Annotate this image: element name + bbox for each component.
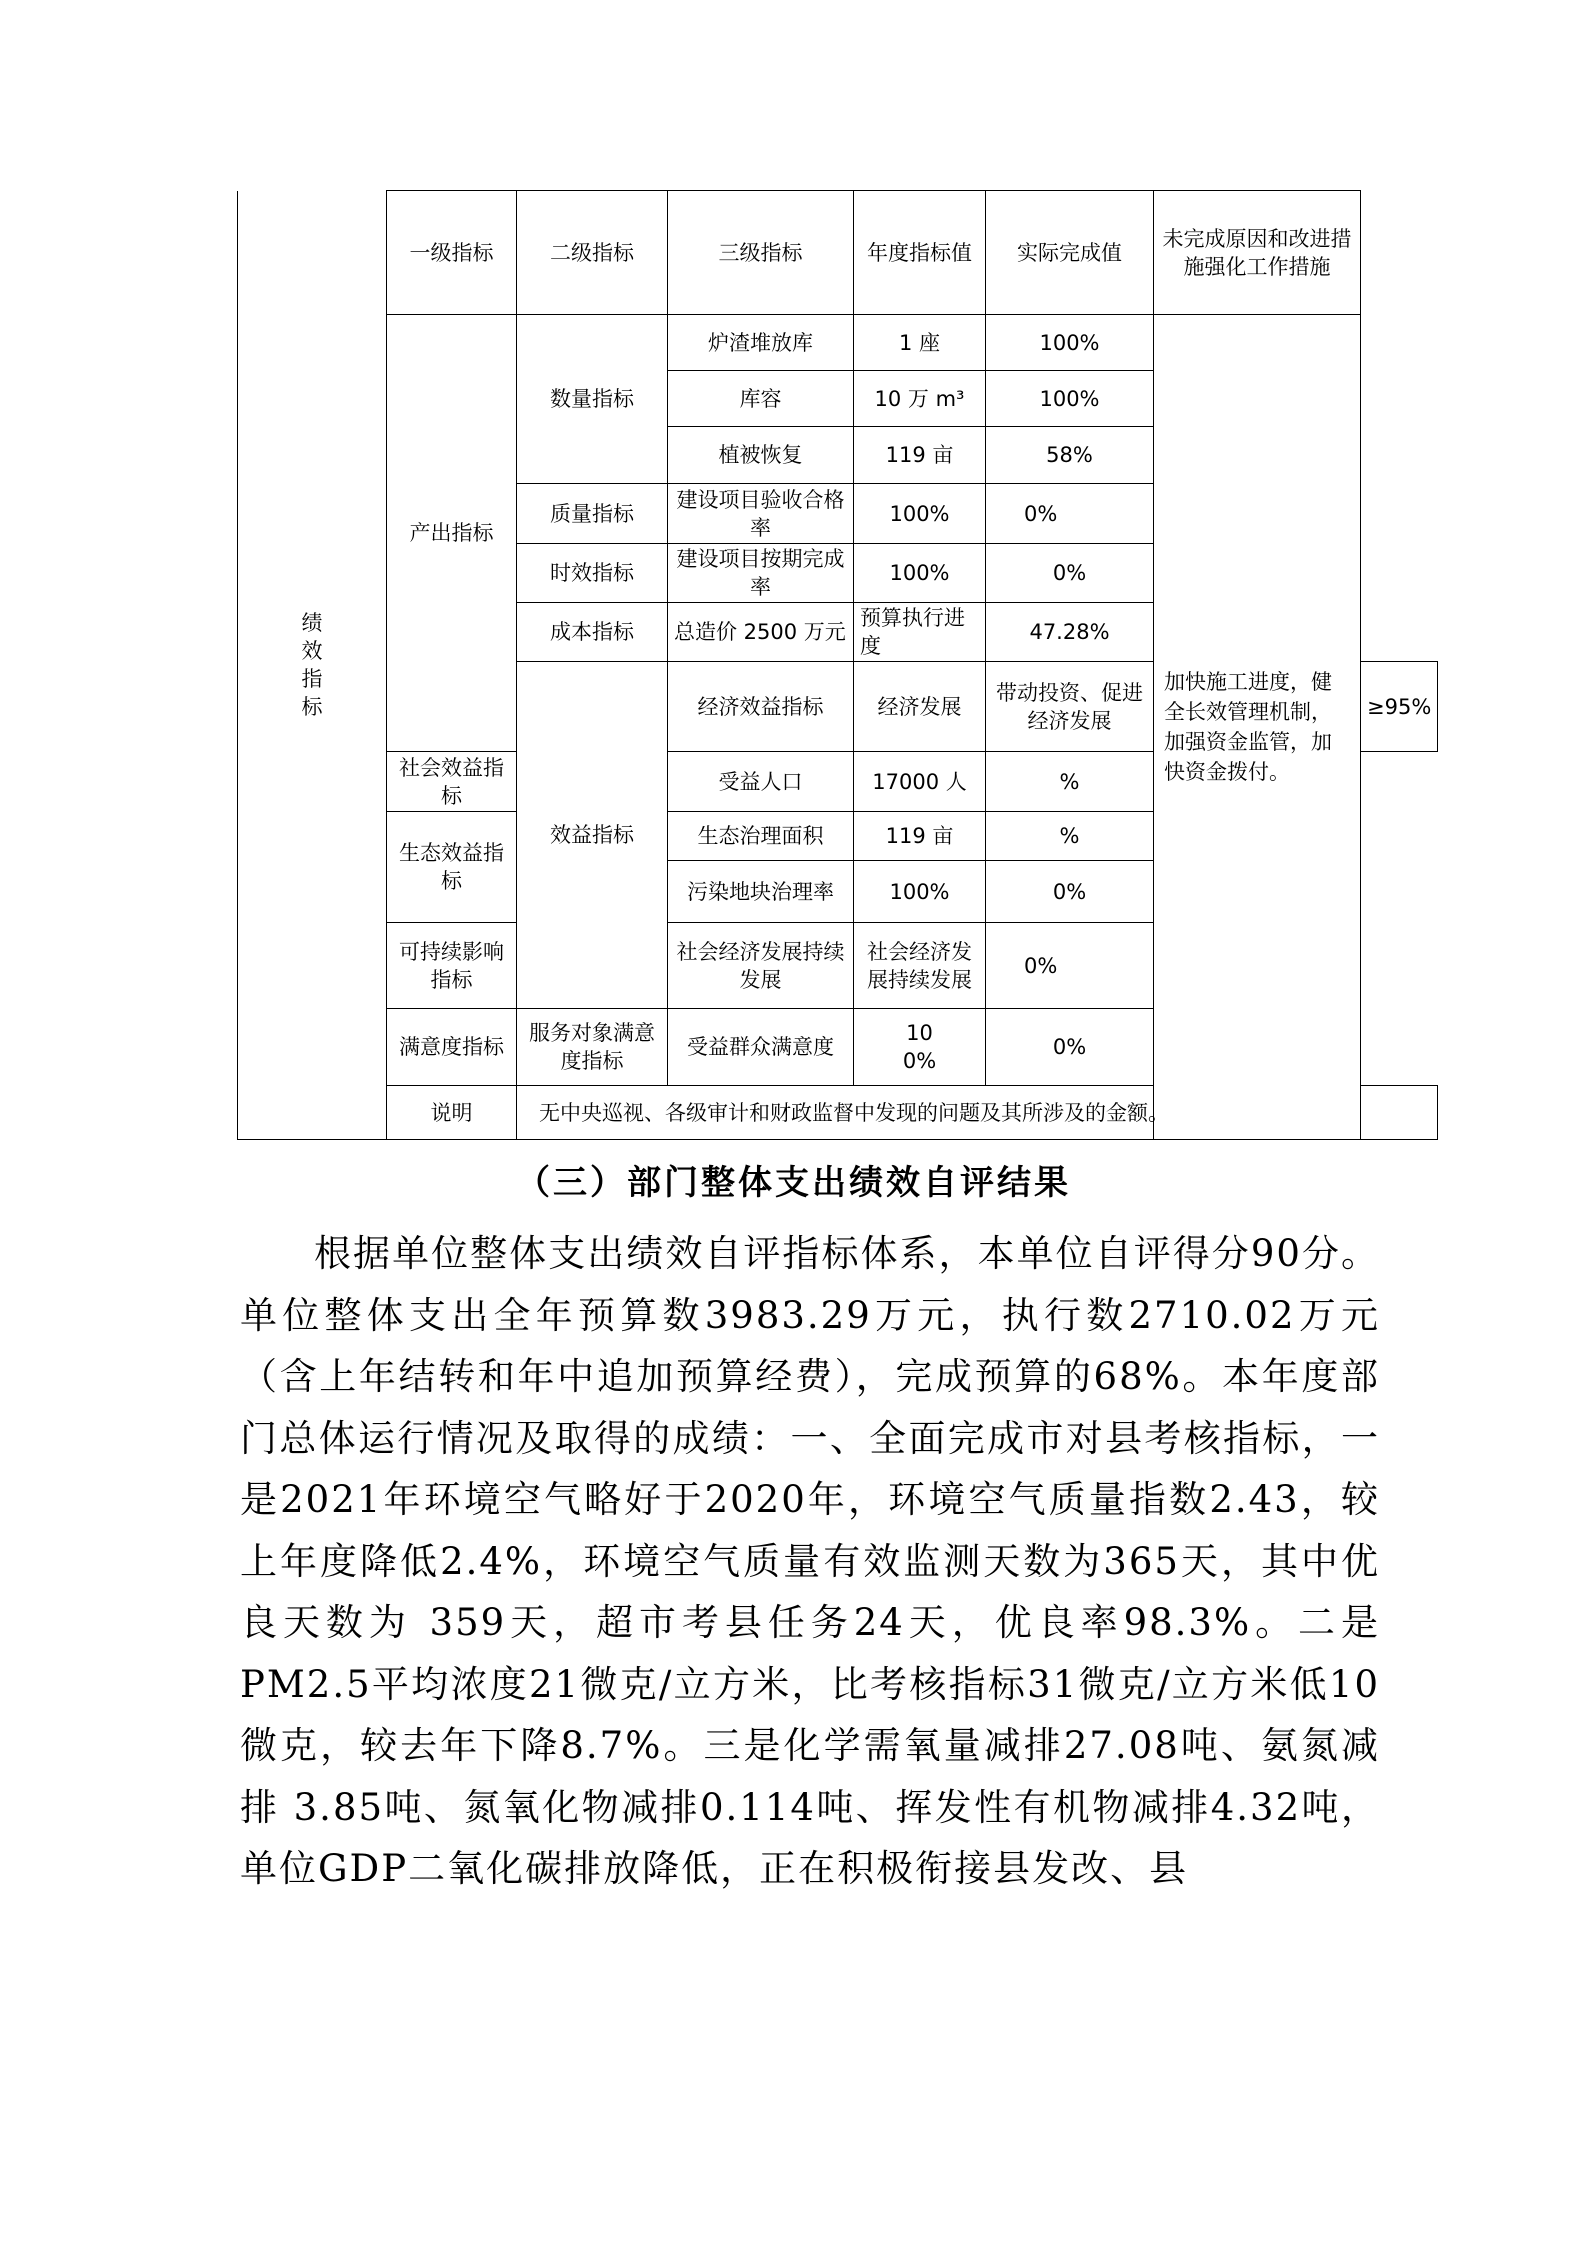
actual-cell: 0%	[986, 484, 1154, 544]
level3-cell: 污染地块治理率	[668, 861, 854, 923]
actual-cell: %	[986, 812, 1154, 861]
target-cell: 100%	[854, 861, 986, 923]
level3-cell: 经济发展	[854, 662, 986, 752]
level3-cell: 生态治理面积	[668, 812, 854, 861]
level3-cell: 总造价 2500 万元	[668, 603, 854, 662]
level3-cell: 炉渣堆放库	[668, 315, 854, 371]
section-heading: （三）部门整体支出绩效自评结果	[516, 1163, 1071, 1203]
body-paragraph: 根据单位整体支出绩效自评指标体系，本单位自评得分90分。单位整体支出全年预算数3983.29万元，执行数2710.02万元（含上年结转和年中追加预算经费），完成预算的68%。本年度部门总体运行情况及取得的成绩：一、全面完成市对县考核指标，一是2021年环境空气略好于2020年，环境空气质量指数2.43，较上年度降低2.4%，环境空气质量有效监测天数为365天，其中优良天数为 359天，超市考县任务24天，优良率98.3%。二是PM2.5平均浓度21微克/立方米，比考核指标31微克/立方米低10微克，较去年下降8.7%。三是化学需氧量减排27.08吨、氨氮减排 3.85吨、氮氧化物减排0.114吨、挥发性有机物减排4.32吨，单位GDP二氧化碳排放降低，正在积极衔接县发改、县	[240, 1232, 1380, 1890]
header-actual: 实际完成值	[986, 191, 1154, 315]
performance-indicator-table	[237, 190, 1438, 1140]
actual-cell: 58%	[986, 427, 1154, 484]
level3-cell: 建设项目验收合格率	[668, 484, 854, 544]
target-cell: 100%	[854, 484, 986, 544]
level2-cell: 质量指标	[517, 484, 668, 544]
section-label-cell	[238, 191, 387, 1140]
level3-cell: 建设项目按期完成率	[668, 544, 854, 603]
group-benefit: 效益指标	[517, 662, 668, 1009]
target-cell: 17000 人	[854, 752, 986, 812]
target-cell: 1 座	[854, 315, 986, 371]
level2-cell: 服务对象满意度指标	[517, 1009, 668, 1086]
actual-cell: 100%	[986, 371, 1154, 427]
header-level1: 一级指标	[387, 191, 517, 315]
level2-cell: 经济效益指标	[668, 662, 854, 752]
target-cell: 119 亩	[854, 427, 986, 484]
header-level3: 三级指标	[668, 191, 854, 315]
section-label-char: 标	[301, 694, 323, 719]
target-cell: 100%	[854, 1009, 986, 1086]
target-cell: 社会经济发展持续发展	[854, 923, 986, 1009]
header-level2: 二级指标	[517, 191, 668, 315]
level2-cell: 社会效益指标	[387, 752, 517, 812]
section-label-char: 效	[301, 638, 323, 663]
level3-cell: 库容	[668, 371, 854, 427]
level2-cell: 可持续影响指标	[387, 923, 517, 1009]
actual-cell: 47.28%	[986, 603, 1154, 662]
target-cell: 带动投资、促进经济发展	[986, 662, 1154, 752]
target-cell: 10 万 m³	[854, 371, 986, 427]
level3-cell: 植被恢复	[668, 427, 854, 484]
actual-cell: ≥95%	[1361, 662, 1438, 752]
target-cell: 预算执行进度	[854, 603, 986, 662]
target-cell: 119 亩	[854, 812, 986, 861]
level3-cell: 受益人口	[668, 752, 854, 812]
header-reason: 未完成原因和改进措施强化工作措施	[1154, 191, 1361, 315]
header-annual-target: 年度指标值	[854, 191, 986, 315]
group-output: 产出指标	[387, 315, 517, 752]
level2-cell: 生态效益指标	[387, 812, 517, 923]
section-label-char: 指	[301, 666, 323, 691]
section-label-char: 绩	[301, 610, 323, 635]
actual-cell: 0%	[986, 923, 1154, 1009]
actual-cell: 0%	[986, 861, 1154, 923]
note-label: 说明	[387, 1086, 517, 1140]
actual-cell: 100%	[986, 315, 1154, 371]
level2-cell: 成本指标	[517, 603, 668, 662]
actual-cell: %	[986, 752, 1154, 812]
actual-cell: 0%	[986, 544, 1154, 603]
level3-cell: 社会经济发展持续发展	[668, 923, 854, 1009]
level2-cell: 时效指标	[517, 544, 668, 603]
actual-cell: 0%	[986, 1009, 1154, 1086]
reason-cell	[1154, 315, 1361, 1140]
group-satisfaction: 满意度指标	[387, 1009, 517, 1086]
reason-text: 加快施工进度，健全长效管理机制，加强资金监管，加快资金拨付。	[1164, 670, 1332, 784]
level3-cell: 受益群众满意度	[668, 1009, 854, 1086]
level2-cell: 数量指标	[517, 315, 668, 484]
note-text: 无中央巡视、各级审计和财政监督中发现的问题及其所涉及的金额。	[517, 1086, 1438, 1140]
target-cell: 100%	[854, 544, 986, 603]
